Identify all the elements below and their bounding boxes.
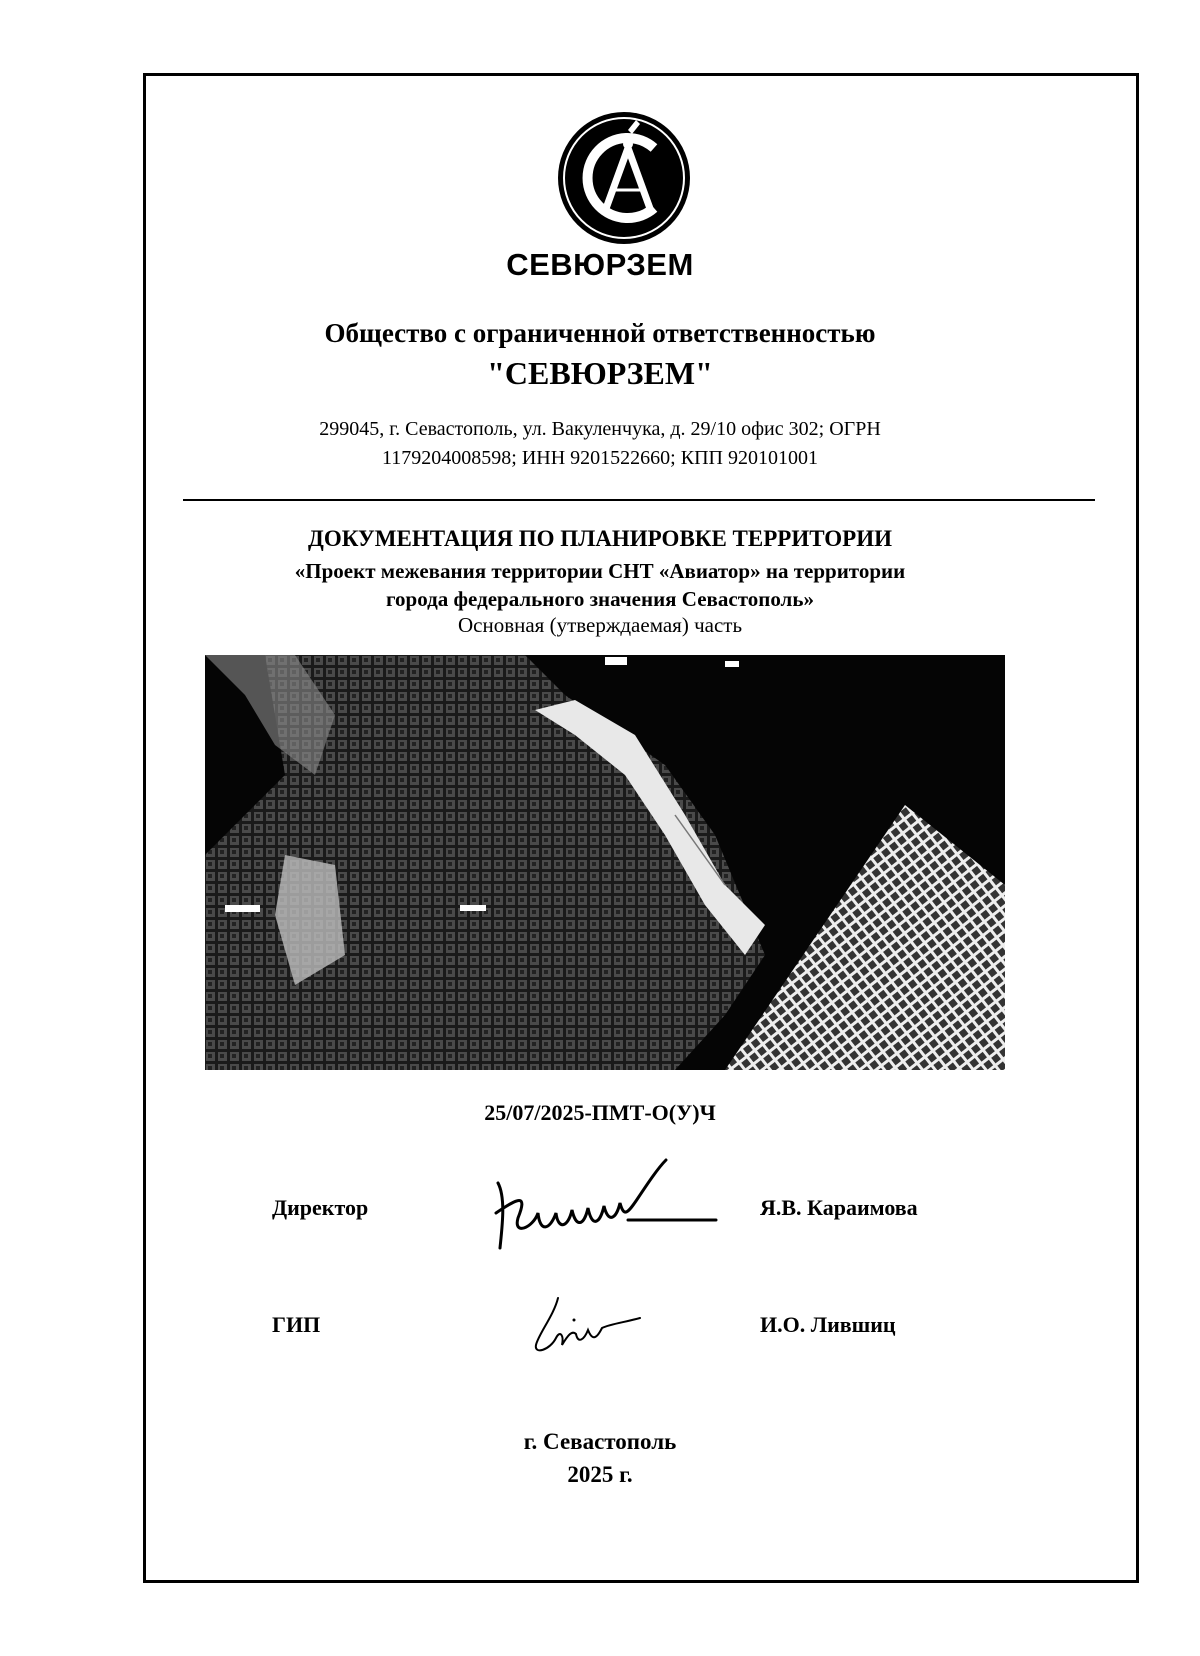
director-signature-image bbox=[488, 1158, 718, 1258]
subtitle-line-2: города федерального значения Севастополь» bbox=[386, 587, 814, 611]
signatory-role: Директор bbox=[272, 1195, 369, 1220]
document-code: 25/07/2025-ПМТ-О(У)Ч bbox=[484, 1100, 716, 1125]
document-title: ДОКУМЕНТАЦИЯ ПО ПЛАНИРОВКЕ ТЕРРИТОРИИ bbox=[308, 526, 892, 551]
compass-and-letter-c-icon bbox=[556, 110, 692, 246]
subtitle-line-1: «Проект межевания территории СНТ «Авиатор» на территории bbox=[294, 559, 906, 583]
organization-address bbox=[0, 415, 1200, 473]
organization-type: Общество с ограниченной ответственностью bbox=[324, 318, 876, 348]
signatory-role: ГИП bbox=[272, 1312, 321, 1337]
address-line-1: 299045, г. Севастополь, ул. Вакуленчука, д. 29/10 офис 302; ОГРН bbox=[319, 418, 881, 440]
year: 2025 г. bbox=[567, 1462, 633, 1487]
city: г. Севастополь bbox=[523, 1429, 677, 1454]
territory-plan-map-image bbox=[205, 655, 1005, 1070]
organization-name: "СЕВЮРЗЕМ" bbox=[487, 355, 713, 391]
brand-name: СЕВЮРЗЕМ bbox=[506, 247, 694, 282]
header-divider bbox=[183, 499, 1095, 501]
document-subtitle bbox=[0, 557, 1200, 613]
address-line-2: 1179204008598; ИНН 9201522660; КПП 920101001 bbox=[382, 447, 818, 469]
signatory-name: Я.В. Караимова bbox=[760, 1195, 918, 1220]
chief-engineer-signature-image bbox=[530, 1290, 650, 1360]
signatory-name: И.О. Лившиц bbox=[760, 1312, 896, 1337]
document-part: Основная (утверждаемая) часть bbox=[457, 613, 743, 637]
